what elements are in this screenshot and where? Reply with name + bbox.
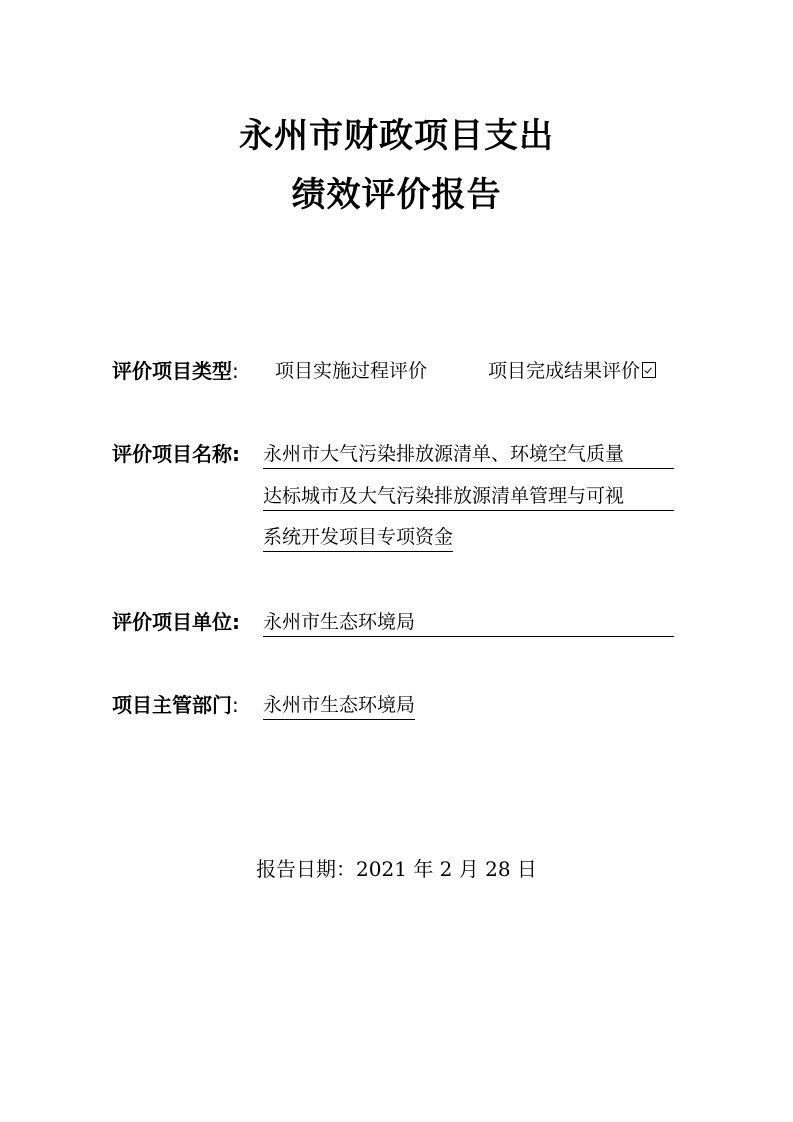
project-name-colon: :: [232, 442, 240, 466]
evaluation-type-label-text: 评价项目类型: [112, 359, 232, 383]
project-name-label-text: 评价项目名称: [112, 442, 232, 466]
project-name-line-1: 永州市大气污染排放源清单、环境空气质量: [263, 439, 674, 469]
project-unit-label-text: 评价项目单位: [112, 610, 232, 634]
evaluation-type-colon: :: [232, 359, 239, 383]
project-unit-colon: :: [232, 610, 240, 634]
report-title-line-2: 绩效评价报告: [291, 175, 502, 215]
evaluation-type-option-result: [488, 356, 656, 383]
project-name-label: [112, 438, 240, 467]
competent-department-value: 永州市生态环境局: [263, 690, 415, 720]
evaluation-type-label: [112, 355, 239, 384]
project-name-line-3: 系统开发项目专项资金: [263, 522, 453, 552]
evaluation-type-option-process: 项目实施过程评价: [275, 360, 428, 382]
project-unit-value: 永州市生态环境局: [263, 607, 674, 637]
competent-department-label-text: 项目主管部门: [112, 693, 232, 717]
project-name-line-2: 达标城市及大气污染排放源清单管理与可视: [263, 481, 674, 511]
competent-department-label: [112, 689, 239, 718]
checkbox-checked-icon: [642, 362, 656, 378]
report-date: 报告日期：2021 年 2 月 28 日: [256, 857, 537, 881]
evaluation-type-option-result-text: 项目完成结果评价: [488, 360, 641, 382]
competent-department-colon: :: [232, 693, 239, 717]
project-unit-label: [112, 606, 240, 635]
report-title-line-1: 永州市财政项目支出: [239, 116, 554, 156]
